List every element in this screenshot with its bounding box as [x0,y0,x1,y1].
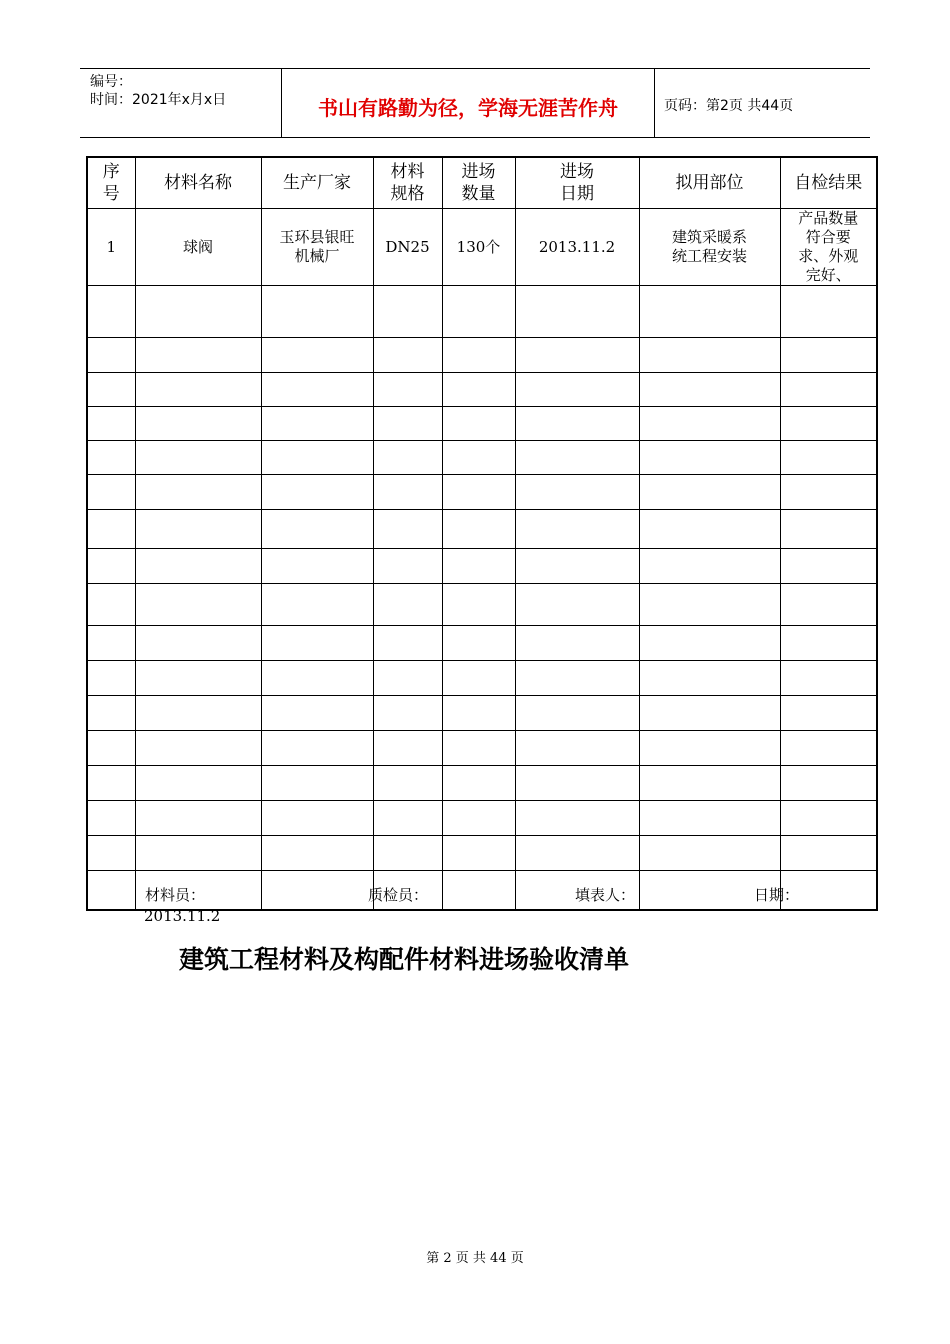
cell-manufacturer [261,766,373,801]
material-acceptance-table [86,156,878,911]
cell-quantity [442,626,515,661]
cell-date [515,373,639,407]
cell-material-name [135,626,261,661]
cell-index [87,696,135,731]
header-meta [90,73,226,109]
cell-date [515,584,639,626]
cell-spec [373,626,442,661]
cell-index [87,338,135,373]
cell-index [87,549,135,584]
cell-usage-location [639,661,780,696]
table-row-empty [87,584,877,626]
cell-manufacturer [261,801,373,836]
cell-quantity [442,338,515,373]
cell-index [87,871,135,911]
cell-material-name [135,286,261,338]
cell-spec [373,696,442,731]
cell-index [87,801,135,836]
cell-date [515,475,639,510]
cell-manufacturer: 玉环县银旺 机械厂 [261,209,373,286]
cell-spec [373,584,442,626]
cell-date [515,407,639,441]
cell-date [515,286,639,338]
cell-usage-location [639,510,780,549]
cell-inspection-result [780,696,877,731]
table-row-empty [87,441,877,475]
cell-index [87,475,135,510]
cell-index [87,441,135,475]
table-row-empty [87,286,877,338]
cell-manufacturer [261,626,373,661]
cell-usage-location [639,836,780,871]
column-header-inspection-result: 自检结果 [780,157,877,209]
cell-inspection-result [780,510,877,549]
cell-manufacturer [261,441,373,475]
cell-material-name [135,475,261,510]
cell-spec [373,801,442,836]
cell-manufacturer [261,696,373,731]
cell-spec [373,441,442,475]
cell-usage-location [639,584,780,626]
cell-index [87,731,135,766]
column-header-quantity: 进场 数量 [442,157,515,209]
cell-usage-location [639,549,780,584]
cell-usage-location [639,801,780,836]
cell-index [87,836,135,871]
cell-index [87,373,135,407]
date-label: 日期： [754,886,800,904]
cell-index [87,510,135,549]
column-header-usage-location: 拟用部位 [639,157,780,209]
cell-manufacturer [261,549,373,584]
table-row-empty [87,836,877,871]
cell-quantity: 130个 [442,209,515,286]
table-row-empty [87,766,877,801]
cell-spec [373,731,442,766]
cell-manufacturer [261,475,373,510]
cell-inspection-result [780,731,877,766]
cell-date [515,626,639,661]
cell-material-name [135,584,261,626]
cell-usage-location [639,338,780,373]
column-header-date: 进场 日期 [515,157,639,209]
cell-spec [373,510,442,549]
cell-manufacturer [261,661,373,696]
cell-spec [373,407,442,441]
table-row [87,209,877,286]
document-title: 建筑工程材料及构配件材料进场验收清单 [179,945,630,974]
document-header [80,68,870,138]
cell-manufacturer [261,373,373,407]
cell-material-name [135,766,261,801]
column-header-manufacturer: 生产厂家 [261,157,373,209]
cell-quantity [442,584,515,626]
cell-index [87,584,135,626]
cell-spec [373,549,442,584]
cell-inspection-result [780,766,877,801]
cell-material-name [135,731,261,766]
table-header-row [87,157,877,209]
cell-date [515,510,639,549]
table-row-empty [87,407,877,441]
cell-date [515,661,639,696]
column-header-material-name: 材料名称 [135,157,261,209]
cell-inspection-result [780,801,877,836]
cell-spec [373,286,442,338]
header-divider [654,69,655,137]
cell-date [515,696,639,731]
cell-material-name [135,661,261,696]
header-motto: 书山有路勤为径，学海无涯苦作舟 [318,96,618,120]
cell-material-name [135,549,261,584]
cell-usage-location [639,475,780,510]
cell-manufacturer [261,584,373,626]
cell-quantity [442,475,515,510]
cell-quantity [442,407,515,441]
cell-index [87,626,135,661]
column-header-spec: 材料 规格 [373,157,442,209]
table-row-empty [87,696,877,731]
cell-usage-location [639,286,780,338]
cell-index [87,286,135,338]
cell-quantity [442,766,515,801]
cell-manufacturer [261,871,373,911]
cell-date [515,836,639,871]
cell-index [87,661,135,696]
cell-inspection-result [780,475,877,510]
cell-usage-location [639,626,780,661]
cell-material-name [135,373,261,407]
table-row-empty [87,510,877,549]
cell-quantity [442,510,515,549]
cell-usage-location [639,407,780,441]
cell-material-name: 球阀 [135,209,261,286]
cell-quantity [442,661,515,696]
cell-usage-location: 建筑采暖系 统工程安装 [639,209,780,286]
column-header-index: 序 号 [87,157,135,209]
cell-manufacturer [261,836,373,871]
cell-material-name [135,696,261,731]
cell-spec: DN25 [373,209,442,286]
cell-usage-location [639,766,780,801]
table-row-empty [87,661,877,696]
cell-inspection-result [780,338,877,373]
cell-usage-location [639,373,780,407]
table-row-empty [87,801,877,836]
cell-index [87,407,135,441]
cell-material-name [135,338,261,373]
time-label: 时间：2021年x月x日 [90,92,227,108]
cell-inspection-result: 产品数量 符合要 求、外观 完好、 [780,209,877,286]
cell-spec [373,373,442,407]
cell-quantity [442,441,515,475]
cell-inspection-result [780,441,877,475]
cell-inspection-result [780,661,877,696]
cell-spec [373,836,442,871]
table-row-empty [87,373,877,407]
cell-quantity [442,801,515,836]
cell-manufacturer [261,407,373,441]
cell-date [515,338,639,373]
cell-usage-location [639,696,780,731]
cell-manufacturer [261,286,373,338]
table-row-empty [87,626,877,661]
table-row-empty [87,549,877,584]
number-label: 编号： [90,74,132,90]
cell-manufacturer [261,510,373,549]
table-row-empty [87,338,877,373]
cell-material-name [135,407,261,441]
date-value: 2013.11.2 [144,907,221,925]
cell-inspection-result [780,549,877,584]
table-row-empty [87,475,877,510]
cell-material-name [135,510,261,549]
cell-quantity [442,549,515,584]
cell-date [515,441,639,475]
cell-inspection-result [780,373,877,407]
cell-spec [373,661,442,696]
quality-inspector-label: 质检员： [368,886,429,904]
cell-date: 2013.11.2 [515,209,639,286]
header-page-info: 页码：第2页 共44页 [664,98,794,114]
cell-index: 1 [87,209,135,286]
cell-quantity [442,871,515,911]
cell-quantity [442,373,515,407]
cell-inspection-result [780,626,877,661]
cell-usage-location [639,441,780,475]
cell-inspection-result [780,286,877,338]
cell-spec [373,475,442,510]
material-clerk-label: 材料员： [145,886,206,904]
cell-material-name [135,836,261,871]
filler-label: 填表人： [575,886,636,904]
cell-quantity [442,696,515,731]
cell-index [87,766,135,801]
cell-material-name [135,441,261,475]
cell-quantity [442,286,515,338]
cell-inspection-result [780,407,877,441]
cell-date [515,766,639,801]
cell-date [515,549,639,584]
cell-quantity [442,731,515,766]
cell-usage-location [639,731,780,766]
cell-spec [373,766,442,801]
cell-manufacturer [261,731,373,766]
cell-quantity [442,836,515,871]
cell-spec [373,338,442,373]
cell-inspection-result [780,836,877,871]
cell-date [515,801,639,836]
cell-inspection-result [780,584,877,626]
cell-date [515,731,639,766]
cell-manufacturer [261,338,373,373]
table-row-empty [87,731,877,766]
page-footer: 第 2 页 共 44 页 [426,1251,524,1266]
cell-material-name [135,801,261,836]
